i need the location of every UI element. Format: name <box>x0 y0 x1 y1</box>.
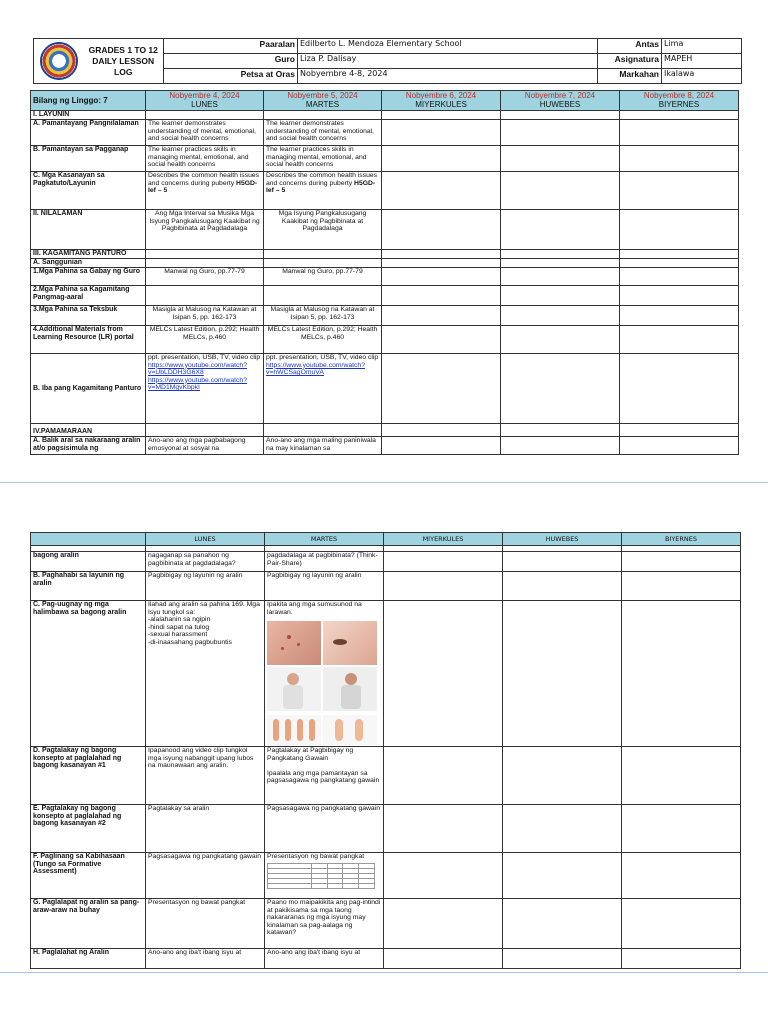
cell-text: Ipaalala ang mga pamantayan sa pagsasagawa ng pangkatang gawain <box>267 769 380 785</box>
day-huwebes <box>501 91 620 111</box>
section-layunin: I. LAYUNIN <box>31 111 146 120</box>
cell-martes: Masigla at Malusog na Katawan at Isipan 5, pp. 162-173 <box>264 306 382 326</box>
table-row <box>31 286 739 306</box>
list-item: -alalahanin sa ngipin <box>148 616 211 624</box>
cell-martes <box>265 747 384 805</box>
section-nilalaman: II. NILALAMAN <box>31 210 146 250</box>
day-lunes <box>146 91 264 111</box>
lesson-table-page2 <box>30 532 741 969</box>
day-date: Nobyembre 5, 2024 <box>287 91 358 100</box>
table-row <box>31 326 739 354</box>
acne-face-image <box>267 621 321 665</box>
asignatura-label: Asignatura <box>598 54 662 69</box>
header-table <box>33 38 742 84</box>
day-martes <box>264 91 382 111</box>
deped-seal-cell <box>34 39 84 84</box>
week-label: Bilang ng Linggo: 7 <box>31 91 146 111</box>
cell-lunes: Ipapanood ang video clip tungkol mga isyung nabanggit upang lubos na maunawaan ang aralin. <box>146 747 265 805</box>
petsa-value: Nobyembre 4-8, 2024 <box>298 69 598 84</box>
cell-martes: Ano-ano ang mga maling paniniwala na may kinalaman sa <box>264 437 382 455</box>
list-item: -di-inaasahang pagbubuntis <box>148 638 232 646</box>
form-title-line2: DAILY LESSON LOG <box>92 55 155 77</box>
row-label: C. Pag-uugnay ng mga halimbawa sa bagong aralin <box>31 601 146 747</box>
row-label: B. Iba pang Kagamitang Panturo <box>31 354 146 424</box>
row-label: 2.Mga Pahina sa Kagamitang Pangmag-aaral <box>31 286 146 306</box>
video-link[interactable]: https://www.youtube.com/watch?v=hWCSagOmuVA <box>266 361 365 377</box>
list-item: -hindi sapat na tulog <box>148 623 210 631</box>
day-name: HUWEBES <box>503 533 622 546</box>
antas-label: Antas <box>598 39 662 54</box>
table-row <box>31 552 741 572</box>
asignatura-value: MAPEH <box>662 54 742 69</box>
cell-martes: The learner practices skills in managing mental, emotional, and social health concerns <box>264 146 382 172</box>
cell-martes <box>265 601 384 747</box>
list-item: -sexual harassment <box>148 631 208 639</box>
row-label: F. Paglinang sa Kabihasaan (Tungo sa Formative Assessment) <box>31 853 146 899</box>
table-row <box>31 747 741 805</box>
cell-martes <box>264 172 382 210</box>
cell-martes: MELCs Latest Edition, p.292; Health MELCs, p.460 <box>264 326 382 354</box>
lesson-table-page1 <box>30 90 739 455</box>
table-row <box>31 210 739 250</box>
cell-martes: Ano-ano ang iba't ibang isyu at <box>265 949 384 969</box>
section-row <box>31 250 739 259</box>
day-date: Nobyembre 7, 2024 <box>524 91 596 100</box>
day-name: MARTES <box>265 533 384 546</box>
row-label: H. Paglalahat ng Aralin <box>31 949 146 969</box>
day-date: Nobyembre 6, 2024 <box>405 91 477 100</box>
cell-text: ppt. presentation, USB, TV, video clip <box>266 354 379 361</box>
cell-text: Presentasyon ng bawat pangkat <box>267 853 365 860</box>
skin-closeup-image <box>323 621 377 665</box>
cell-martes: Manwal ng Guro, pp.77-79 <box>264 268 382 286</box>
paaralan-label: Paaralan <box>164 39 298 54</box>
day-date: Nobyembre 4, 2024 <box>169 91 240 100</box>
table-row <box>31 268 739 286</box>
row-label: C. Mga Kasanayan sa Pagkatuto/Layunin <box>31 172 146 210</box>
cell-lunes: Pagtalakay sa aralin <box>146 805 265 853</box>
cell-lunes: Pagbibigay ng layunin ng aralin <box>146 572 265 601</box>
table-row <box>31 949 741 969</box>
cell-lunes: MELCs Latest Edition, p.292; Health MELCs, p.460 <box>146 326 264 354</box>
day-name: MIYERKULES <box>384 533 503 546</box>
day-header-row <box>31 91 739 111</box>
video-link[interactable]: https://www.youtube.com/watch?v=UbLDDH3G6X8 <box>148 361 247 377</box>
cell-text: Describes the common health issues and concerns during puberty <box>148 172 260 187</box>
row-label: D. Pagtalakay ng bagong konsepto at paglalahad ng bagong kasanayan #1 <box>31 747 146 805</box>
day-header-row <box>31 533 741 546</box>
page-separator <box>0 968 768 978</box>
table-row <box>31 306 739 326</box>
day-name: LUNES <box>191 100 218 109</box>
cell-martes: Pagbibigay ng layunin ng aralin <box>265 572 384 601</box>
section-row <box>31 424 739 437</box>
cell-martes: Pagsasagawa ng pangkatang gawain <box>265 805 384 853</box>
tired-person-image <box>323 667 377 711</box>
markahan-value: Ikalawa <box>662 69 742 84</box>
cell-martes: pagdadalaga at pagbibinata? (Think-Pair-Share) <box>265 552 384 572</box>
cell-lunes <box>146 354 264 424</box>
corner-cell <box>31 533 146 546</box>
cell-lunes: The learner practices skills in managing mental, emotional, and social health concerns <box>146 146 264 172</box>
cell-lunes <box>146 601 265 747</box>
cell-martes <box>264 354 382 424</box>
cell-text: ppt. presentation, USB, TV, video clip <box>148 354 261 361</box>
cell-martes: Paano mo maipakikita ang pag-intindi at pakikisama sa mga taong nakararanas ng mga isyung may kinalaman sa pag-aalaga ng katawan? <box>265 899 384 949</box>
cell-text: Pagtalakay at Pagbibigay ng Pangkatang Gawain <box>267 747 354 762</box>
row-label: B. Pamantayan sa Pagganap <box>31 146 146 172</box>
table-row <box>31 805 741 853</box>
paaralan-value: Edilberto L. Mendoza Elementary School <box>298 39 598 54</box>
row-label: E. Pagtalakay ng bagong konsepto at paglalahad ng bagong kasanayan #2 <box>31 805 146 853</box>
cell-lunes: Masigla at Malusog na Katawan at Isipan 5, pp. 162-173 <box>146 306 264 326</box>
guro-label: Guro <box>164 54 298 69</box>
antas-value: Lima <box>662 39 742 54</box>
cell-text: Ipakita ang mga sumusunod na larawan. <box>267 601 362 616</box>
cell-lunes: Pagsasagawa ng pangkatang gawain <box>146 853 265 899</box>
cell-lunes: Presentasyon ng bawat pangkat <box>146 899 265 949</box>
body-illustration-image <box>323 715 377 745</box>
guro-value: Liza P. Dalisay <box>298 54 598 69</box>
cell-lunes: Ang Mga Interval sa Musika Mga Isyung Pangkalusugang Kaakibat ng Pagbibinata at Pagdadalaga <box>146 210 264 250</box>
posture-illustration-image <box>267 715 321 745</box>
row-label: 4.Additional Materials from Learning Resource (LR) portal <box>31 326 146 354</box>
competency-code: H5GD-Ief – 5 <box>148 179 258 195</box>
cell-text: Describes the common health issues and concerns during puberty <box>266 172 378 187</box>
day-name: MARTES <box>305 100 340 109</box>
cell-lunes: nagaganap sa panahon ng pagbibinata at pagdadalaga? <box>146 552 265 572</box>
table-row <box>31 354 739 424</box>
row-label: 3.Mga Pahina sa Teksbuk <box>31 306 146 326</box>
competency-code: H5GD-Ief – 5 <box>266 179 376 195</box>
cell-lunes: Ano-ano ang mga pagbabagong emosyonal at sosyal na <box>146 437 264 455</box>
day-name: MIYERKULES <box>415 100 467 109</box>
petsa-label: Petsa at Oras <box>164 69 298 84</box>
day-name: LUNES <box>146 533 265 546</box>
form-title-line1: GRADES 1 TO 12 <box>88 44 158 55</box>
section-pamamaraan: IV.PAMAMARAAN <box>31 424 146 437</box>
cell-lunes: Ano-ano ang iba't ibang isyu at <box>146 949 265 969</box>
table-row <box>31 572 741 601</box>
table-row <box>31 853 741 899</box>
video-link[interactable]: https://www.youtube.com/watch?v=MD1MgvKbpkI <box>148 376 247 392</box>
table-row <box>31 172 739 210</box>
day-name: BIYERNES <box>622 533 741 546</box>
rubric-thumbnail <box>267 863 375 889</box>
cell-lunes <box>146 172 264 210</box>
cell-martes: Mga Isyung Pangkalusugang Kaakibat ng Pagbibinata at Pagdadalaga <box>264 210 382 250</box>
section-kagamitan: III. KAGAMITANG PANTURO <box>31 250 146 259</box>
row-label: G. Paglalapat ng aralin sa pang-araw-araw na buhay <box>31 899 146 949</box>
day-name: BIYERNES <box>658 100 700 109</box>
cell-text: Ilahad ang aralin sa pahina 169. Mga Isyu tungkol sa: <box>148 601 260 616</box>
section-sanggunian: A. Sanggunian <box>31 259 146 268</box>
table-row <box>31 601 741 747</box>
row-label: B. Paghahabi sa layunin ng aralin <box>31 572 146 601</box>
form-title <box>84 39 164 84</box>
sick-person-image <box>267 667 321 711</box>
section-row <box>31 259 739 268</box>
markahan-label: Markahan <box>598 69 662 84</box>
table-row <box>31 437 739 455</box>
cell-lunes: The learner demonstrates understanding of mental, emotional, and social health concerns <box>146 120 264 146</box>
table-row <box>31 899 741 949</box>
row-label: bagong aralin <box>31 552 146 572</box>
day-date: Nobyembre 8, 2024 <box>643 91 715 100</box>
table-row <box>31 120 739 146</box>
cell-martes: The learner demonstrates understanding of mental, emotional, and social health concerns <box>264 120 382 146</box>
cell-lunes: Manwal ng Guro, pp.77-79 <box>146 268 264 286</box>
deped-seal-icon <box>40 42 78 80</box>
row-label: A. Pamantayang Pangnilalaman <box>31 120 146 146</box>
day-name: HUWEBES <box>539 100 581 109</box>
row-label: A. Balik aral sa nakaraang aralin at/o pagsisimula ng <box>31 437 146 455</box>
table-row <box>31 146 739 172</box>
cell-martes <box>265 853 384 899</box>
section-row <box>31 111 739 120</box>
page-separator <box>0 478 768 488</box>
day-miyerkules <box>382 91 501 111</box>
row-label: 1.Mga Pahina sa Gabay ng Guro <box>31 268 146 286</box>
day-biyernes <box>620 91 739 111</box>
